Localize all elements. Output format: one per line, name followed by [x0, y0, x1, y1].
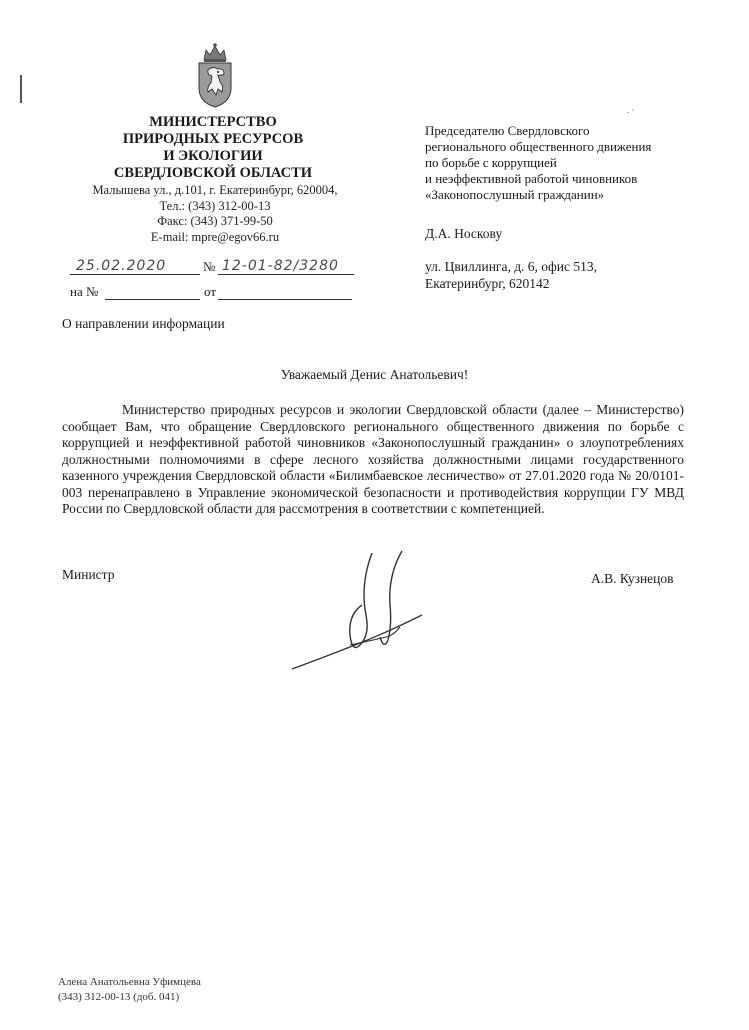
recipient-address-line: ул. Цвиллинга, д. 6, офис 513, — [425, 259, 598, 274]
ministry-address: Малышева ул., д.101, г. Екатеринбург, 620004, — [92, 183, 338, 197]
number-sign: № — [203, 259, 216, 274]
recipient-name: Д.А. Носкову — [425, 226, 503, 241]
addressee-block — [425, 123, 725, 203]
ministry-name-line: СВЕРДЛОВСКОЙ ОБЛАСТИ — [113, 165, 313, 181]
registration-number: 12-01-82/3280 — [222, 258, 339, 274]
ministry-name-line: И ЭКОЛОГИИ — [163, 148, 263, 164]
registration-date: 25.02.2020 — [76, 258, 167, 274]
ministry-name-line: ПРИРОДНЫХ РЕСУРСОВ — [122, 131, 304, 147]
letter-greeting: Уважаемый Денис Анатольевич! — [280, 367, 469, 382]
reference-line — [70, 283, 355, 303]
coat-of-arms-icon — [194, 42, 236, 108]
addressee-line: регионального общественного движения — [425, 139, 652, 154]
ministry-phone: Тел.: (343) 312-00-13 — [159, 198, 271, 213]
addressee-line: по борьбе с коррупцией — [425, 155, 557, 170]
registration-line — [70, 258, 355, 278]
executor-block — [58, 975, 201, 1005]
addressee-line: «Законопослушный гражданин» — [425, 187, 605, 202]
ministry-contacts — [60, 183, 370, 245]
executor-name: Алена Анатольевна Уфимцева — [58, 976, 201, 988]
signatory-title: Министр — [62, 567, 115, 582]
ministry-fax: Факс: (343) 371-99-50 — [157, 214, 273, 228]
recipient-address-line: Екатеринбург, 620142 — [425, 276, 550, 291]
ministry-name — [100, 114, 326, 182]
recipient-address — [425, 258, 597, 292]
handwritten-signature — [290, 545, 430, 675]
reference-label: на № — [70, 284, 99, 299]
from-label: от — [204, 284, 217, 299]
margin-mark — [20, 75, 22, 103]
addressee-line: и неэффективной работой чиновников — [425, 171, 638, 186]
executor-phone: (343) 312-00-13 (доб. 041) — [58, 991, 180, 1003]
letter-subject: О направлении информации — [62, 316, 225, 331]
addressee-line: Председателю Свердловского — [425, 123, 590, 138]
ministry-email: E-mail: mpre@egov66.ru — [150, 229, 280, 244]
scan-mark: . · — [627, 105, 635, 115]
letter-body: Министерство природных ресурсов и экологии Свердловской области (далее – Министерство) сообщает Вам, что обращение Свердловского регионального общественного движения по борьбе с коррупцией и неэффективной работой чиновников «Законопослушный гражданин» о злоупотреблениях должностными полномочиями в сфере лесного хозяйства должностными лицами государственного казенного учреждения Свердловской области «Билимбаевское лесничество» от 27.01.2020 года № 20/0101-003 перенаправлено в Управление экономической безопасности и противодействия коррупции ГУ МВД России по Свердловской области для рассмотрения в соответствии с компетенцией. — [62, 402, 684, 516]
signatory-name: А.В. Кузнецов — [591, 571, 674, 586]
ministry-name-line: МИНИСТЕРСТВО — [149, 114, 277, 130]
